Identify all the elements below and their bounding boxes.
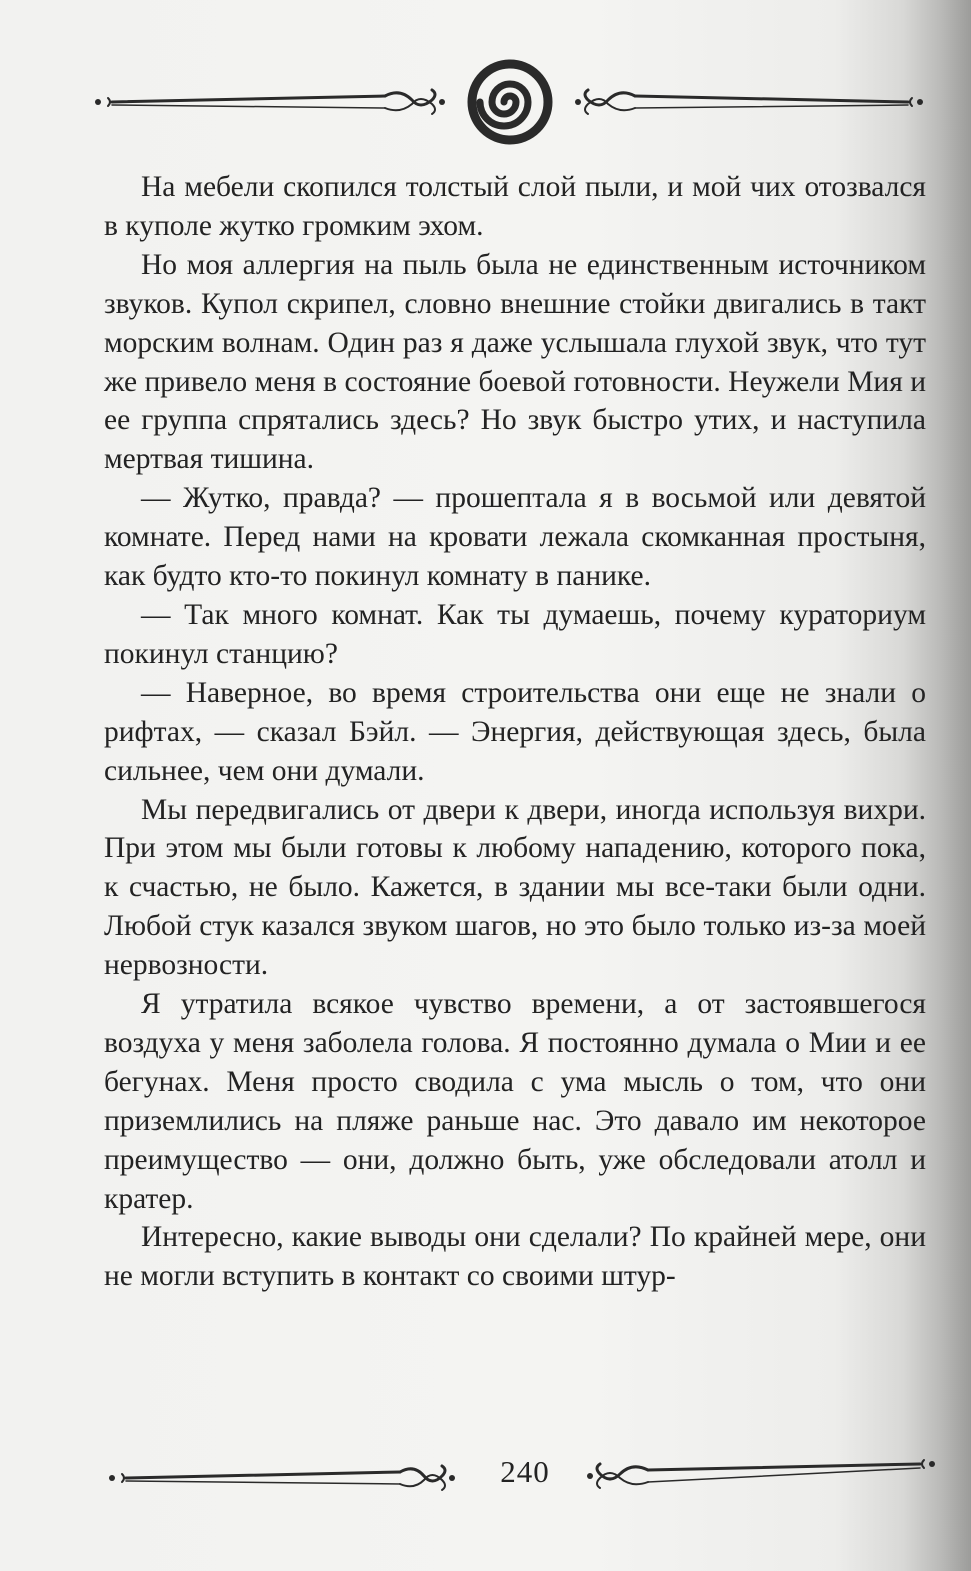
- footer-left-flourish: [109, 1466, 455, 1490]
- page-number: 240: [500, 1454, 550, 1489]
- paragraph: Я утратила всякое чувство времени, а от застоявшегося воздуха у меня заболела голова. Я постоянно думала о Мии и ее бегунах. Меня просто сводила с ума мысль о том, что они приземлились на пляже раньше нас. Это давало им некоторое преимущество — они, должно быть, уже обследовали атолл и кратер.: [104, 988, 926, 1215]
- spiral-icon: [472, 64, 548, 140]
- body-text: [104, 168, 926, 1296]
- paragraph: — Так много комнат. Как ты думаешь, почему кураториум покинул станцию?: [104, 598, 926, 670]
- header-right-flourish: [575, 90, 923, 114]
- header-ornament: [0, 52, 971, 162]
- paragraph: Мы передвигались от двери к двери, иногда используя вихри. При этом мы были готовы к любому нападению, которого пока, к счастью, не было. Кажется, в здании мы все-таки были одни. Любой стук казался звуком шагов, но это было только из-за моей нервозности.: [104, 793, 926, 982]
- paragraph: Интересно, какие выводы они сделали? По крайней мере, они не могли вступить в контакт со своими штур-: [104, 1221, 926, 1293]
- footer-right-flourish: [587, 1460, 935, 1488]
- paragraph: — Жутко, правда? — прошептала я в восьмой или девятой комнате. Перед нами на кровати лежала скомканная простыня, как будто кто-то покинул комнату в панике.: [104, 482, 926, 593]
- paragraph: Но моя аллергия на пыль была не единственным источником звуков. Купол скрипел, словно внешние стойки двигались в такт морским волнам. Один раз я даже услышала глухой звук, что тут же привело меня в состояние боевой готовности. Неужели Мия и ее группа спрятались здесь? Но звук быстро утих, и наступила мертвая тишина.: [104, 248, 926, 476]
- header-left-flourish: [95, 90, 445, 114]
- paragraph: На мебели скопился толстый слой пыли, и мой чих отозвался в куполе жутко громким эхом.: [104, 171, 926, 242]
- paragraph: — Наверное, во время строительства они еще не знали о рифтах, — сказал Бэйл. — Энергия, действующая здесь, была сильнее, чем они думали.: [104, 676, 926, 787]
